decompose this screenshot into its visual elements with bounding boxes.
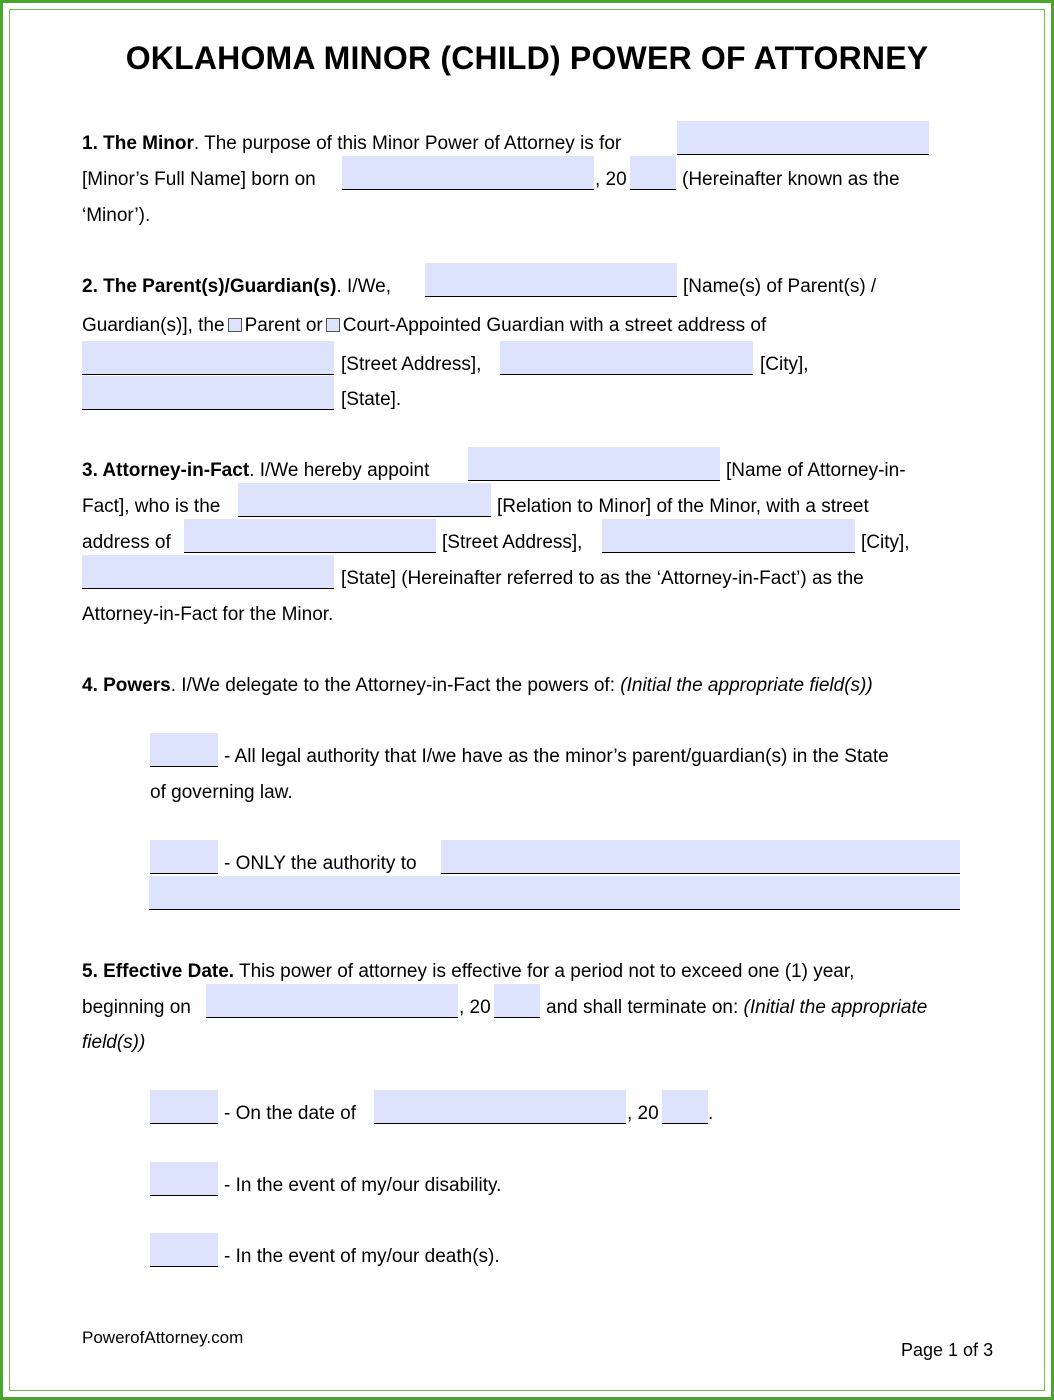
initial-death-field[interactable] xyxy=(150,1233,218,1267)
parent-city-field[interactable] xyxy=(500,341,753,375)
city-label: [City], xyxy=(760,354,809,375)
effective-year-prefix: , 20 xyxy=(459,997,491,1018)
attorney-name-label: [Name of Attorney-in- xyxy=(726,460,906,481)
section-5-heading: 5. Effective Date. xyxy=(82,961,235,982)
initial-limited-authority-field[interactable] xyxy=(150,840,218,874)
minor-birth-year-field[interactable] xyxy=(630,156,676,190)
termination-date-field[interactable] xyxy=(374,1090,626,1124)
terminate-text-cont: field(s)) xyxy=(82,1032,146,1053)
state-label: [State]. xyxy=(341,389,402,410)
initial-all-authority-field[interactable] xyxy=(150,733,218,767)
parent-checkbox[interactable] xyxy=(228,318,242,332)
section-1-heading: 1. The Minor xyxy=(82,133,194,154)
limited-authority-description-field[interactable] xyxy=(441,840,960,874)
hereinafter-text: (Hereinafter known as the xyxy=(682,169,900,190)
parent-street-address-field[interactable] xyxy=(82,341,334,375)
effective-start-year-field[interactable] xyxy=(494,984,540,1018)
relation-label: [Relation to Minor] of the Minor, with a street xyxy=(497,496,869,517)
attorney-for-minor-text: Attorney-in-Fact for the Minor. xyxy=(82,604,334,625)
footer-page-number: Page 1 of 3 xyxy=(901,1340,994,1360)
section-2-heading: 2. The Parent(s)/Guardian(s) xyxy=(82,276,337,297)
attorney-street-label: [Street Address], xyxy=(442,532,583,553)
attorney-name-field[interactable] xyxy=(468,447,720,481)
death-text: - In the event of my/our death(s). xyxy=(224,1246,500,1267)
attorney-state-field[interactable] xyxy=(82,555,334,589)
limited-authority-text: - ONLY the authority to xyxy=(224,853,417,874)
termination-year-field[interactable] xyxy=(662,1090,708,1124)
minor-birth-date-field[interactable] xyxy=(342,156,594,190)
section-1-line-2-label: [Minor’s Full Name] born on xyxy=(82,169,316,190)
year-prefix-text: , 20 xyxy=(595,169,627,190)
section-2-line-2: Guardian(s)], the Parent or Court-Appointed Guardian with a street address of xyxy=(82,315,767,336)
termination-year-prefix: , 20 xyxy=(627,1103,659,1124)
section-5-line-1: 5. Effective Date. This power of attorney is effective for a period not to exceed one (1) year, xyxy=(82,961,855,982)
terminate-text: and shall terminate on: (Initial the appropriate xyxy=(546,997,928,1018)
initial-on-date-field[interactable] xyxy=(150,1090,218,1124)
all-authority-text-cont: of governing law. xyxy=(150,782,293,803)
attorney-state-label: [State] (Hereinafter referred to as the ‘Attorney-in-Fact’) as the xyxy=(341,568,864,589)
minor-full-name-field[interactable] xyxy=(677,121,929,155)
street-address-label: [Street Address], xyxy=(341,354,482,375)
relation-to-minor-field[interactable] xyxy=(238,483,491,517)
attorney-relation-prefix: Fact], who is the xyxy=(82,496,221,517)
beginning-on-label: beginning on xyxy=(82,997,191,1018)
court-guardian-checkbox[interactable] xyxy=(326,318,340,332)
section-3-line-1: 3. Attorney-in-Fact. I/We hereby appoint xyxy=(82,460,430,481)
attorney-city-field[interactable] xyxy=(602,519,855,553)
attorney-street-address-field[interactable] xyxy=(184,519,436,553)
parent-names-label: [Name(s) of Parent(s) / xyxy=(683,276,877,297)
document-title: OKLAHOMA MINOR (CHILD) POWER OF ATTORNEY xyxy=(125,40,929,76)
effective-start-date-field[interactable] xyxy=(206,984,458,1018)
on-date-text: - On the date of xyxy=(224,1103,357,1124)
parent-state-field[interactable] xyxy=(82,376,334,410)
address-of-label: address of xyxy=(82,532,171,553)
termination-period: . xyxy=(708,1103,714,1124)
minor-alias-text: ‘Minor’). xyxy=(82,205,151,226)
parent-names-field[interactable] xyxy=(425,263,677,297)
footer-site: PowerofAttorney.com xyxy=(82,1328,244,1347)
section-4-line-1: 4. Powers. I/We delegate to the Attorney-in-Fact the powers of: (Initial the appropriate field(s)) xyxy=(82,675,873,696)
all-authority-text: - All legal authority that I/we have as the minor’s parent/guardian(s) in the State xyxy=(224,746,889,767)
disability-text: - In the event of my/our disability. xyxy=(224,1175,502,1196)
section-3-heading: 3. Attorney-in-Fact xyxy=(82,460,250,481)
limited-authority-description-line-2[interactable] xyxy=(149,876,960,910)
section-2-line-1: 2. The Parent(s)/Guardian(s). I/We, xyxy=(82,276,392,297)
section-4-heading: 4. Powers xyxy=(82,675,171,696)
attorney-city-label: [City], xyxy=(861,532,910,553)
initial-disability-field[interactable] xyxy=(150,1162,218,1196)
section-1-line-1: 1. The Minor. The purpose of this Minor Power of Attorney is for xyxy=(82,133,622,154)
